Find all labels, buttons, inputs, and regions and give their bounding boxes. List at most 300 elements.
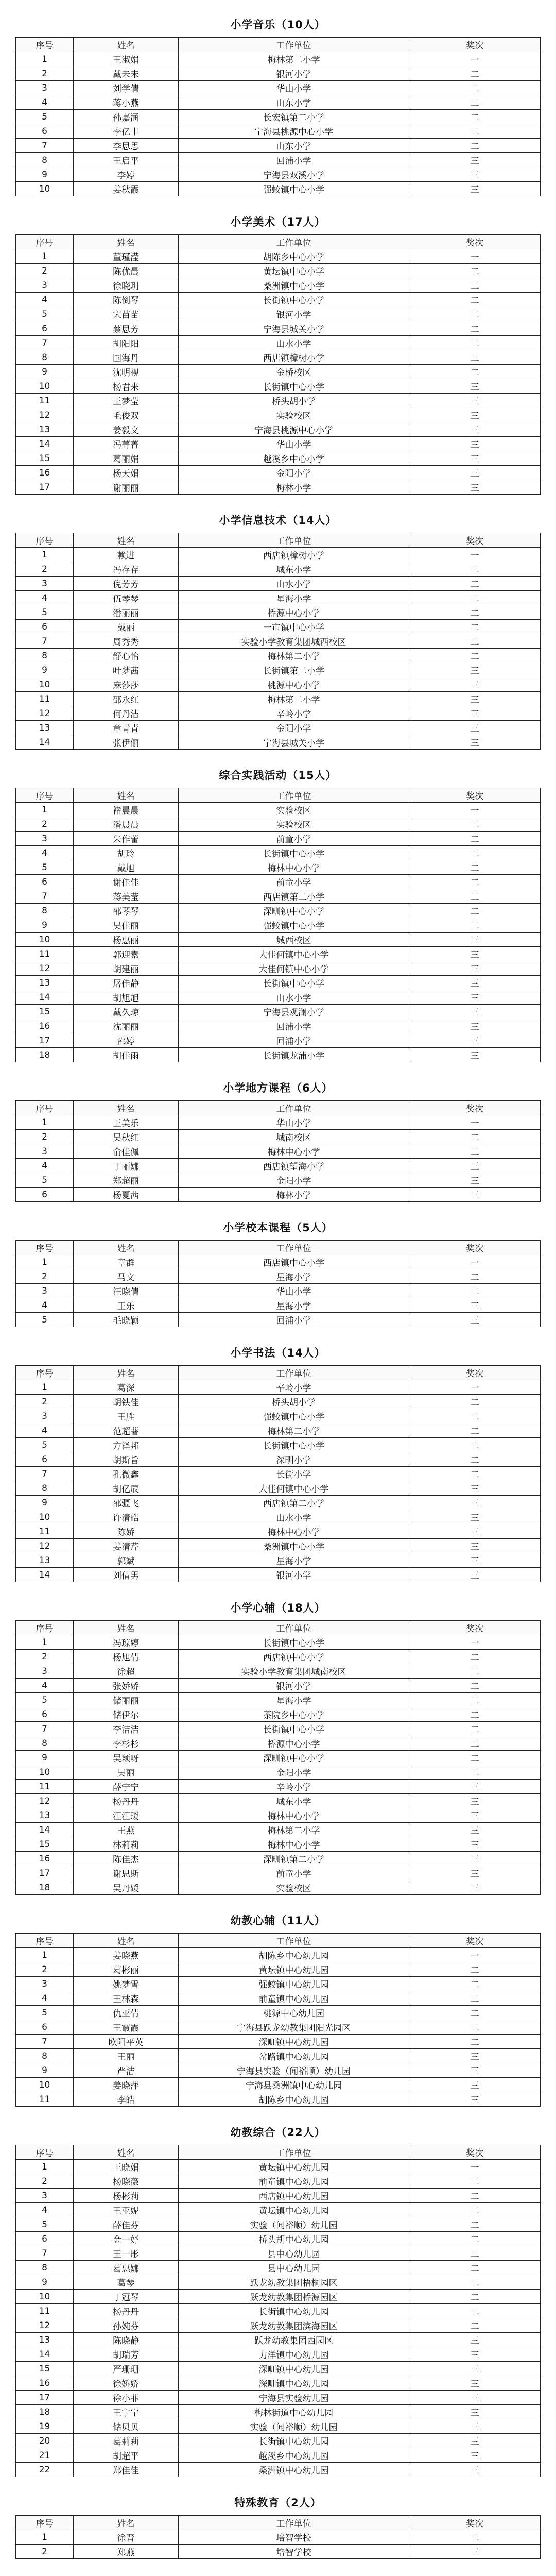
table-row — [16, 1539, 541, 1553]
cell-award: 三 — [409, 1524, 541, 1539]
cell-name: 俞佳佩 — [74, 1144, 179, 1159]
table-header-row — [16, 235, 541, 249]
table-row — [16, 139, 541, 153]
cell-name: 李亿丰 — [74, 124, 179, 139]
column-header-no: 序号 — [16, 533, 74, 548]
cell-name: 王一彤 — [74, 2246, 179, 2261]
column-header-unit: 工作单位 — [178, 1241, 409, 1255]
cell-unit: 回浦小学 — [178, 1033, 409, 1048]
cell-award: 三 — [409, 182, 541, 196]
cell-name: 邵疆飞 — [74, 1496, 179, 1510]
cell-name: 马文 — [74, 1269, 179, 1284]
cell-award: 三 — [409, 1808, 541, 1823]
cell-award: 二 — [409, 817, 541, 832]
cell-unit: 跃龙幼教集团梧桐园区 — [178, 2275, 409, 2290]
cell-name: 李皓 — [74, 2092, 179, 2107]
cell-unit: 城南校区 — [178, 1130, 409, 1144]
cell-award: 三 — [409, 1173, 541, 1188]
cell-no: 10 — [16, 1765, 74, 1780]
award-table — [15, 533, 541, 750]
cell-name: 徐超 — [74, 1664, 179, 1679]
cell-award: 三 — [409, 2419, 541, 2434]
cell-unit: 金阳小学 — [178, 466, 409, 480]
cell-award: 三 — [409, 466, 541, 480]
cell-no: 21 — [16, 2448, 74, 2463]
cell-name: 谢佳佳 — [74, 875, 179, 889]
table-row — [16, 976, 541, 990]
table-row — [16, 52, 541, 66]
table-row — [16, 336, 541, 350]
cell-name: 吴颖呀 — [74, 1751, 179, 1765]
cell-no: 15 — [16, 451, 74, 466]
cell-award: 一 — [409, 249, 541, 264]
column-header-name: 姓名 — [74, 1241, 179, 1255]
section-title: 特殊教育（2人） — [234, 2497, 322, 2509]
table-row — [16, 307, 541, 321]
cell-no: 16 — [16, 466, 74, 480]
column-header-award: 奖次 — [409, 788, 541, 803]
cell-unit: 一市镇中心小学 — [178, 620, 409, 634]
cell-award: 二 — [409, 875, 541, 889]
cell-unit: 实验小学教育集团城南校区 — [178, 1664, 409, 1679]
table-row — [16, 1977, 541, 1991]
cell-name: 王淑娟 — [74, 52, 179, 66]
cell-award: 二 — [409, 1144, 541, 1159]
table-row — [16, 1467, 541, 1481]
cell-award: 三 — [409, 2063, 541, 2078]
cell-no: 13 — [16, 422, 74, 437]
cell-no: 4 — [16, 2203, 74, 2217]
table-row — [16, 1794, 541, 1808]
cell-unit: 城东小学 — [178, 562, 409, 577]
table-row — [16, 721, 541, 735]
cell-no: 17 — [16, 2391, 74, 2405]
cell-award: 二 — [409, 2261, 541, 2275]
cell-no: 7 — [16, 1722, 74, 1736]
cell-unit: 桥头胡中心幼儿园 — [178, 2232, 409, 2246]
column-header-name: 姓名 — [74, 1101, 179, 1115]
table-row — [16, 803, 541, 817]
cell-unit: 胡陈乡中心小学 — [178, 249, 409, 264]
award-section — [15, 214, 541, 495]
cell-unit: 大佳何镇中心小学 — [178, 1481, 409, 1496]
award-table — [15, 1100, 541, 1202]
table-row — [16, 249, 541, 264]
cell-unit: 跃龙幼教集团桥源园区 — [178, 2290, 409, 2304]
table-row — [16, 1852, 541, 1866]
table-row — [16, 1005, 541, 1019]
cell-name: 胡瑞芳 — [74, 2347, 179, 2362]
cell-name: 周秀秀 — [74, 634, 179, 649]
cell-name: 邵琴琴 — [74, 904, 179, 918]
cell-no: 9 — [16, 1751, 74, 1765]
cell-no: 2 — [16, 2545, 74, 2559]
cell-unit: 宁海县桃源中心小学 — [178, 422, 409, 437]
cell-award: 二 — [409, 307, 541, 321]
cell-unit: 梅林中心小学 — [178, 860, 409, 875]
cell-no: 11 — [16, 692, 74, 706]
table-row — [16, 817, 541, 832]
cell-no: 6 — [16, 1707, 74, 1722]
cell-name: 陈优晨 — [74, 264, 179, 278]
award-table — [15, 1933, 541, 2107]
cell-name: 王亚妮 — [74, 2203, 179, 2217]
cell-no: 5 — [16, 110, 74, 124]
cell-no: 9 — [16, 167, 74, 182]
cell-unit: 茶院乡中心小学 — [178, 1707, 409, 1722]
cell-unit: 宁海县桃源中心小学 — [178, 124, 409, 139]
cell-no: 7 — [16, 634, 74, 649]
cell-unit: 宁海县观澜小学 — [178, 1005, 409, 1019]
cell-no: 1 — [16, 1380, 74, 1395]
cell-award: 三 — [409, 2362, 541, 2376]
cell-no: 1 — [16, 249, 74, 264]
cell-name: 郑燕 — [74, 2545, 179, 2559]
cell-name: 沈明视 — [74, 365, 179, 379]
cell-no: 5 — [16, 1693, 74, 1707]
cell-no: 7 — [16, 139, 74, 153]
table-row — [16, 2463, 541, 2477]
table-row — [16, 264, 541, 278]
table-row — [16, 591, 541, 605]
cell-unit: 强蛟镇中心小学 — [178, 1409, 409, 1423]
cell-no: 5 — [16, 2006, 74, 2020]
table-row — [16, 1284, 541, 1298]
cell-unit: 实验校区 — [178, 817, 409, 832]
table-row — [16, 1048, 541, 1062]
cell-award: 二 — [409, 620, 541, 634]
cell-unit: 实验（闻裕顺）幼儿园 — [178, 2217, 409, 2232]
section-title: 小学校本课程（5人） — [223, 1222, 333, 1234]
cell-unit: 长街小学 — [178, 1467, 409, 1481]
table-row — [16, 1880, 541, 1895]
table-row — [16, 1751, 541, 1765]
table-row — [16, 1664, 541, 1679]
cell-unit: 梅林第二小学 — [178, 1823, 409, 1837]
table-row — [16, 182, 541, 196]
table-row — [16, 2290, 541, 2304]
cell-no: 2 — [16, 2174, 74, 2189]
cell-name: 胡建丽 — [74, 961, 179, 976]
table-row — [16, 2232, 541, 2246]
table-row — [16, 706, 541, 721]
cell-no: 8 — [16, 2261, 74, 2275]
cell-unit: 金桥校区 — [178, 365, 409, 379]
cell-award: 三 — [409, 692, 541, 706]
cell-award: 三 — [409, 663, 541, 677]
table-row — [16, 350, 541, 365]
table-row — [16, 1380, 541, 1395]
column-header-unit: 工作单位 — [178, 533, 409, 548]
table-row — [16, 2035, 541, 2049]
cell-name: 王启平 — [74, 153, 179, 167]
table-header-row — [16, 1101, 541, 1115]
cell-unit: 梅林中心小学 — [178, 1808, 409, 1823]
cell-name: 吴佳丽 — [74, 918, 179, 933]
table-row — [16, 1033, 541, 1048]
cell-award: 一 — [409, 52, 541, 66]
table-row — [16, 394, 541, 408]
column-header-no: 序号 — [16, 2145, 74, 2160]
cell-award: 三 — [409, 2545, 541, 2559]
cell-name: 胡玲 — [74, 846, 179, 860]
cell-name: 郑佳佳 — [74, 2463, 179, 2477]
cell-no: 9 — [16, 663, 74, 677]
column-header-no: 序号 — [16, 1241, 74, 1255]
cell-award: 二 — [409, 139, 541, 153]
cell-no: 11 — [16, 947, 74, 961]
award-section — [15, 1080, 541, 1202]
section-title: 小学信息技术（14人） — [219, 514, 337, 527]
cell-unit: 长街镇中心小学 — [178, 1438, 409, 1452]
cell-award: 二 — [409, 2275, 541, 2290]
cell-unit: 桃源中心小学 — [178, 677, 409, 692]
table-row — [16, 1130, 541, 1144]
cell-name: 姜清芹 — [74, 1539, 179, 1553]
cell-unit: 辛岭小学 — [178, 706, 409, 721]
award-section — [15, 1912, 541, 2107]
cell-unit: 城西校区 — [178, 933, 409, 947]
award-section — [15, 2495, 541, 2559]
table-row — [16, 1409, 541, 1423]
cell-award: 二 — [409, 2318, 541, 2333]
cell-award: 二 — [409, 2174, 541, 2189]
cell-unit: 宁海县双溪小学 — [178, 167, 409, 182]
cell-name: 郑超丽 — [74, 1173, 179, 1188]
cell-no: 12 — [16, 1539, 74, 1553]
cell-unit: 大佳何镇中心小学 — [178, 961, 409, 976]
cell-name: 蔡思芳 — [74, 321, 179, 336]
table-row — [16, 1780, 541, 1794]
table-row — [16, 634, 541, 649]
column-header-award: 奖次 — [409, 1241, 541, 1255]
cell-unit: 胡陈乡中心幼儿园 — [178, 2092, 409, 2107]
cell-name: 沈丽丽 — [74, 1019, 179, 1033]
cell-unit: 西店镇樟树小学 — [178, 548, 409, 562]
cell-no: 1 — [16, 2160, 74, 2174]
column-header-award: 奖次 — [409, 38, 541, 52]
cell-no: 5 — [16, 2217, 74, 2232]
cell-unit: 回浦小学 — [178, 153, 409, 167]
cell-name: 戴旭 — [74, 860, 179, 875]
cell-unit: 银河小学 — [178, 66, 409, 81]
table-row — [16, 321, 541, 336]
cell-unit: 实验小学教育集团城西校区 — [178, 634, 409, 649]
cell-name: 严珊珊 — [74, 2362, 179, 2376]
column-header-name: 姓名 — [74, 2145, 179, 2160]
cell-name: 杨晓薇 — [74, 2174, 179, 2189]
cell-unit: 星海小学 — [178, 1298, 409, 1313]
table-row — [16, 904, 541, 918]
cell-name: 徐小菲 — [74, 2391, 179, 2405]
cell-unit: 回浦小学 — [178, 1313, 409, 1327]
cell-name: 王胜 — [74, 1409, 179, 1423]
cell-unit: 县中心幼儿园 — [178, 2261, 409, 2275]
award-section — [15, 1219, 541, 1327]
cell-unit: 强蛟镇中心幼儿园 — [178, 1977, 409, 1991]
cell-no: 8 — [16, 1736, 74, 1751]
cell-no: 14 — [16, 437, 74, 451]
table-header-row — [16, 1366, 541, 1380]
table-row — [16, 2405, 541, 2419]
table-row — [16, 408, 541, 422]
cell-no: 2 — [16, 817, 74, 832]
cell-name: 杨丹丹 — [74, 2304, 179, 2318]
cell-unit: 岔路镇中心幼儿园 — [178, 2049, 409, 2063]
table-header-row — [16, 2516, 541, 2530]
cell-name: 徐娇娇 — [74, 2376, 179, 2391]
cell-name: 宋苗苗 — [74, 307, 179, 321]
cell-unit: 深甽镇中心幼儿园 — [178, 2035, 409, 2049]
table-row — [16, 2530, 541, 2545]
cell-award: 二 — [409, 1409, 541, 1423]
cell-name: 吴秋红 — [74, 1130, 179, 1144]
cell-unit: 华山小学 — [178, 81, 409, 95]
cell-no: 18 — [16, 1880, 74, 1895]
cell-no: 20 — [16, 2434, 74, 2448]
cell-unit: 强蛟镇中心小学 — [178, 182, 409, 196]
cell-no: 16 — [16, 1019, 74, 1033]
cell-name: 邵婷 — [74, 1033, 179, 1048]
cell-unit: 桃源中心幼儿园 — [178, 2006, 409, 2020]
cell-name: 王美乐 — [74, 1115, 179, 1130]
cell-no: 13 — [16, 1553, 74, 1568]
column-header-award: 奖次 — [409, 533, 541, 548]
cell-unit: 山东小学 — [178, 95, 409, 110]
cell-no: 13 — [16, 721, 74, 735]
cell-no: 15 — [16, 2362, 74, 2376]
column-header-unit: 工作单位 — [178, 1101, 409, 1115]
cell-unit: 前童小学 — [178, 1866, 409, 1880]
cell-award: 三 — [409, 2448, 541, 2463]
column-header-no: 序号 — [16, 2516, 74, 2530]
cell-no: 3 — [16, 577, 74, 591]
cell-name: 李洁洁 — [74, 1722, 179, 1736]
table-row — [16, 2434, 541, 2448]
cell-name: 陈晓静 — [74, 2333, 179, 2347]
cell-unit: 梅林街道中心幼儿园 — [178, 2405, 409, 2419]
cell-no: 4 — [16, 1991, 74, 2006]
cell-unit: 深甽镇中心小学 — [178, 904, 409, 918]
cell-no: 1 — [16, 52, 74, 66]
cell-unit: 长街镇中心幼儿园 — [178, 2434, 409, 2448]
cell-name: 胡铁佳 — [74, 1395, 179, 1409]
cell-no: 5 — [16, 307, 74, 321]
column-header-unit: 工作单位 — [178, 1621, 409, 1635]
table-row — [16, 846, 541, 860]
cell-no: 6 — [16, 1188, 74, 1202]
cell-name: 戴久琼 — [74, 1005, 179, 1019]
cell-no: 12 — [16, 408, 74, 422]
cell-award: 三 — [409, 2405, 541, 2419]
cell-award: 二 — [409, 336, 541, 350]
cell-unit: 银河小学 — [178, 307, 409, 321]
table-row — [16, 1837, 541, 1852]
award-section — [15, 767, 541, 1062]
cell-name: 汪汪瑗 — [74, 1808, 179, 1823]
cell-name: 薛宁宁 — [74, 1780, 179, 1794]
cell-award: 三 — [409, 1510, 541, 1524]
cell-no: 12 — [16, 706, 74, 721]
cell-no: 2 — [16, 1269, 74, 1284]
table-header-row — [16, 1241, 541, 1255]
cell-name: 张娇娇 — [74, 1679, 179, 1693]
cell-name: 杨旭倩 — [74, 1650, 179, 1664]
table-row — [16, 2362, 541, 2376]
cell-name: 孙婉芬 — [74, 2318, 179, 2333]
table-row — [16, 548, 541, 562]
cell-name: 刘倩男 — [74, 1568, 179, 1582]
cell-award: 三 — [409, 990, 541, 1005]
cell-no: 11 — [16, 394, 74, 408]
table-row — [16, 2006, 541, 2020]
cell-award: 二 — [409, 95, 541, 110]
cell-no: 22 — [16, 2463, 74, 2477]
cell-no: 2 — [16, 1130, 74, 1144]
cell-unit: 宁海县城关小学 — [178, 735, 409, 750]
cell-award: 三 — [409, 153, 541, 167]
cell-unit: 实验校区 — [178, 803, 409, 817]
cell-award: 三 — [409, 1019, 541, 1033]
cell-unit: 跃龙幼教集团滨海园区 — [178, 2318, 409, 2333]
column-header-unit: 工作单位 — [178, 788, 409, 803]
table-header-row — [16, 1934, 541, 1948]
cell-unit: 华山小学 — [178, 1284, 409, 1298]
cell-no: 18 — [16, 1048, 74, 1062]
cell-name: 陈娇 — [74, 1524, 179, 1539]
cell-name: 冯菁菁 — [74, 437, 179, 451]
table-row — [16, 2078, 541, 2092]
cell-award: 二 — [409, 2006, 541, 2020]
cell-name: 杨丹丹 — [74, 1794, 179, 1808]
column-header-name: 姓名 — [74, 2516, 179, 2530]
cell-award: 三 — [409, 451, 541, 466]
cell-unit: 桥头胡小学 — [178, 394, 409, 408]
award-section — [15, 1345, 541, 1582]
cell-no: 17 — [16, 1866, 74, 1880]
cell-no: 6 — [16, 1452, 74, 1467]
table-row — [16, 1679, 541, 1693]
cell-name: 毛晓颖 — [74, 1313, 179, 1327]
table-row — [16, 2419, 541, 2434]
cell-name: 欧阳平英 — [74, 2035, 179, 2049]
cell-unit: 长街镇龙浦小学 — [178, 1048, 409, 1062]
award-table — [15, 2515, 541, 2559]
cell-award: 二 — [409, 1423, 541, 1438]
table-row — [16, 2318, 541, 2333]
cell-award: 二 — [409, 1679, 541, 1693]
cell-name: 储丽丽 — [74, 1693, 179, 1707]
cell-no: 3 — [16, 1144, 74, 1159]
table-row — [16, 2049, 541, 2063]
table-row — [16, 1496, 541, 1510]
cell-award: 二 — [409, 2290, 541, 2304]
cell-name: 王林森 — [74, 1991, 179, 2006]
cell-unit: 辛岭小学 — [178, 1780, 409, 1794]
cell-unit: 深甽镇中心幼儿园 — [178, 2376, 409, 2391]
cell-no: 8 — [16, 350, 74, 365]
cell-unit: 山水小学 — [178, 1510, 409, 1524]
cell-award: 三 — [409, 1048, 541, 1062]
cell-name: 郭斌 — [74, 1553, 179, 1568]
cell-no: 10 — [16, 182, 74, 196]
column-header-unit: 工作单位 — [178, 38, 409, 52]
cell-award: 三 — [409, 1496, 541, 1510]
cell-award: 一 — [409, 548, 541, 562]
cell-unit: 城东小学 — [178, 1794, 409, 1808]
cell-no: 7 — [16, 1467, 74, 1481]
section-title: 小学美术（17人） — [230, 216, 326, 228]
